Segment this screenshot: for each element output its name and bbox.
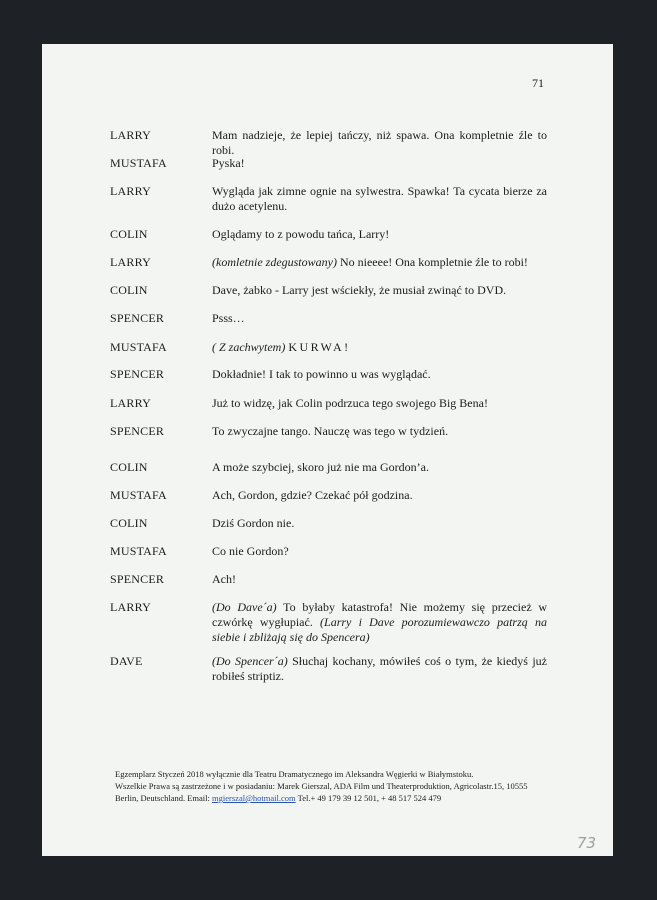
speaker-name: COLIN <box>110 283 148 297</box>
stage-direction: (Do Spencer´a) <box>212 654 288 668</box>
spoken-text: Wygląda jak zimne ognie na sylwestra. Spawka! Ta cycata bierze za dużo acetylenu. <box>212 184 547 213</box>
speaker-name: MUSTAFA <box>110 488 167 502</box>
spoken-text: Ach! <box>212 572 236 586</box>
dialogue-line <box>212 460 547 475</box>
stage-direction: ( Z zachwytem) <box>212 340 286 354</box>
dialogue-line <box>212 488 547 503</box>
speaker-name: SPENCER <box>110 367 165 381</box>
spoken-text: To byłaby katastrofa! Nie możemy się przecież w czwórkę wygłupiać. <box>212 600 548 629</box>
speaker-name: MUSTAFA <box>110 156 167 170</box>
dialogue-line <box>212 367 547 382</box>
dialogue-line <box>212 572 547 587</box>
dialogue-line <box>212 600 547 645</box>
spoken-text: No nieeee! Ona kompletnie źle to robi! <box>336 255 528 269</box>
dialogue-line <box>212 156 547 171</box>
spoken-text: Dave, żabko - Larry jest wściekły, że musiał zwinąć to DVD. <box>212 283 507 297</box>
spoken-text: Oglądamy to z powodu tańca, Larry! <box>212 227 390 241</box>
speaker-name: SPENCER <box>110 424 165 438</box>
copyright-footer <box>115 768 565 804</box>
stage-direction: (Larry i Dave porozumiewawczo patrzą na siebie i zbliżają się do Spencera) <box>212 615 547 644</box>
spoken-text: KURWA! <box>288 340 351 354</box>
spoken-text: Ach, Gordon, gdzie? Czekać pół godzina. <box>212 488 413 502</box>
handwritten-page-number: 73 <box>577 834 597 852</box>
speaker-name: MUSTAFA <box>110 544 167 558</box>
footer-line <box>115 792 565 804</box>
stage-direction: (komletnie zdegustowany) <box>212 255 337 269</box>
dialogue-line <box>212 128 547 158</box>
speaker-name: LARRY <box>110 600 152 614</box>
dialogue-line <box>212 340 547 355</box>
speaker-name: DAVE <box>110 654 143 668</box>
speaker-name: COLIN <box>110 516 148 530</box>
spoken-text: Pyska! <box>212 156 245 170</box>
footer-line: Wszelkie Prawa są zastrzeżone i w posiadaniu: Marek Gierszal, ADA Film und Theaterproduktion, Agricolastr.15, 10555 <box>115 781 528 791</box>
speaker-name: COLIN <box>110 460 148 474</box>
speaker-name: LARRY <box>110 396 152 410</box>
dialogue-line <box>212 184 547 214</box>
dialogue-line <box>212 544 547 559</box>
footer-text: Berlin, Deutschland. Email: <box>115 793 213 803</box>
script-page <box>42 44 613 856</box>
spoken-text: Słuchaj kochany, mówiłeś coś o tym, że kiedyś już robiłeś striptiz. <box>212 654 547 683</box>
footer-line: Egzemplarz Styczeń 2018 wyłącznie dla Teatru Dramatycznego im Aleksandra Węgierki w Białymstoku. <box>115 769 474 779</box>
dialogue-line <box>212 654 547 684</box>
page-number: 71 <box>532 76 544 90</box>
spoken-text: Już to widzę, jak Colin podrzuca tego swojego Big Bena! <box>212 396 488 410</box>
footer-text: Tel.+ 49 179 39 12 501, + 48 517 524 479 <box>295 793 442 803</box>
speaker-name: LARRY <box>110 128 152 142</box>
dialogue-line <box>212 283 547 298</box>
speaker-name: LARRY <box>110 255 152 269</box>
speaker-name: LARRY <box>110 184 152 198</box>
speaker-name: SPENCER <box>110 311 165 325</box>
dialogue-line <box>212 311 547 326</box>
spoken-text: To zwyczajne tango. Nauczę was tego w tydzień. <box>212 424 449 438</box>
dialogue-line <box>212 255 547 270</box>
dialogue-line <box>212 424 547 439</box>
stage-direction: (Do Dave´a) <box>212 600 277 614</box>
speaker-name: SPENCER <box>110 572 165 586</box>
speaker-name: COLIN <box>110 227 148 241</box>
dialogue-line <box>212 396 547 411</box>
speaker-name: MUSTAFA <box>110 340 167 354</box>
spoken-text: Psss… <box>212 311 245 325</box>
spoken-text: Mam nadzieje, że lepiej tańczy, niż spawa. Ona kompletnie źle to robi. <box>212 128 547 157</box>
spoken-text: Co nie Gordon? <box>212 544 289 558</box>
email-link[interactable]: mgierszal@hotmail.com <box>212 793 296 803</box>
dialogue-line <box>212 516 547 531</box>
spoken-text: Dziś Gordon nie. <box>212 516 295 530</box>
dialogue-line <box>212 227 547 242</box>
spoken-text: A może szybciej, skoro już nie ma Gordon’a. <box>212 460 429 474</box>
spoken-text: Dokładnie! I tak to powinno u was wyglądać. <box>212 367 431 381</box>
